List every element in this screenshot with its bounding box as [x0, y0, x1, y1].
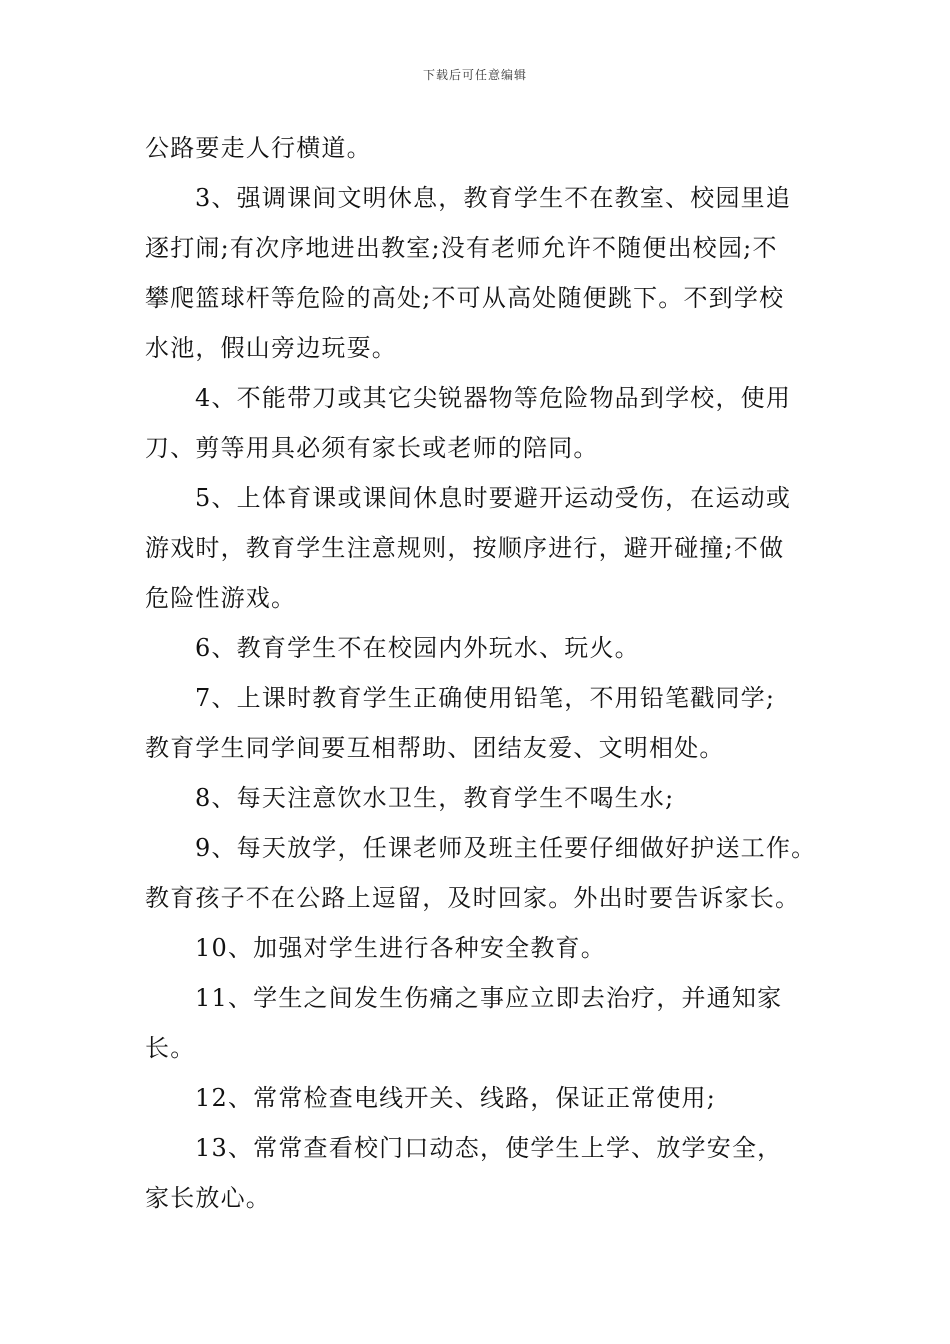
text-line: 4、不能带刀或其它尖锐器物等危险物品到学校，使用	[195, 384, 792, 412]
text-line: 逐打闹;有次序地进出教室;没有老师允许不随便出校园;不	[145, 234, 778, 262]
text-line: 6、教育学生不在校园内外玩水、玩火。	[195, 634, 640, 662]
text-line: 水池，假山旁边玩耍。	[145, 334, 397, 362]
text-line: 8、每天注意饮水卫生，教育学生不喝生水;	[195, 784, 675, 812]
text-line: 刀、剪等用具必须有家长或老师的陪同。	[145, 434, 599, 462]
page-header: 下载后可任意编辑	[422, 68, 527, 82]
text-line: 教育孩子不在公路上逗留，及时回家。外出时要告诉家长。	[145, 884, 801, 912]
text-line: 13、常常查看校门口动态，使学生上学、放学安全，	[195, 1134, 783, 1162]
text-line: 12、常常检查电线开关、线路，保证正常使用;	[195, 1084, 717, 1112]
text-line: 7、上课时教育学生正确使用铅笔，不用铅笔戳同学;	[195, 684, 776, 712]
text-line: 公路要走人行横道。	[145, 134, 372, 162]
text-line: 危险性游戏。	[145, 584, 297, 612]
text-line: 9、每天放学，任课老师及班主任要仔细做好护送工作。	[195, 834, 817, 862]
text-line: 10、加强对学生进行各种安全教育。	[195, 934, 606, 962]
text-line: 家长放心。	[145, 1184, 271, 1212]
text-line: 11、学生之间发生伤痛之事应立即去治疗，并通知家	[195, 984, 783, 1012]
text-line: 5、上体育课或课间休息时要避开运动受伤，在运动或	[195, 484, 792, 512]
text-line: 长。	[145, 1034, 196, 1062]
text-line: 攀爬篮球杆等危险的高处;不可从高处随便跳下。不到学校	[145, 284, 785, 312]
text-line: 教育学生同学间要互相帮助、团结友爱、文明相处。	[145, 734, 725, 762]
text-line: 游戏时，教育学生注意规则，按顺序进行，避开碰撞;不做	[145, 534, 785, 562]
text-line: 3、强调课间文明休息，教育学生不在教室、校园里追	[195, 184, 792, 212]
